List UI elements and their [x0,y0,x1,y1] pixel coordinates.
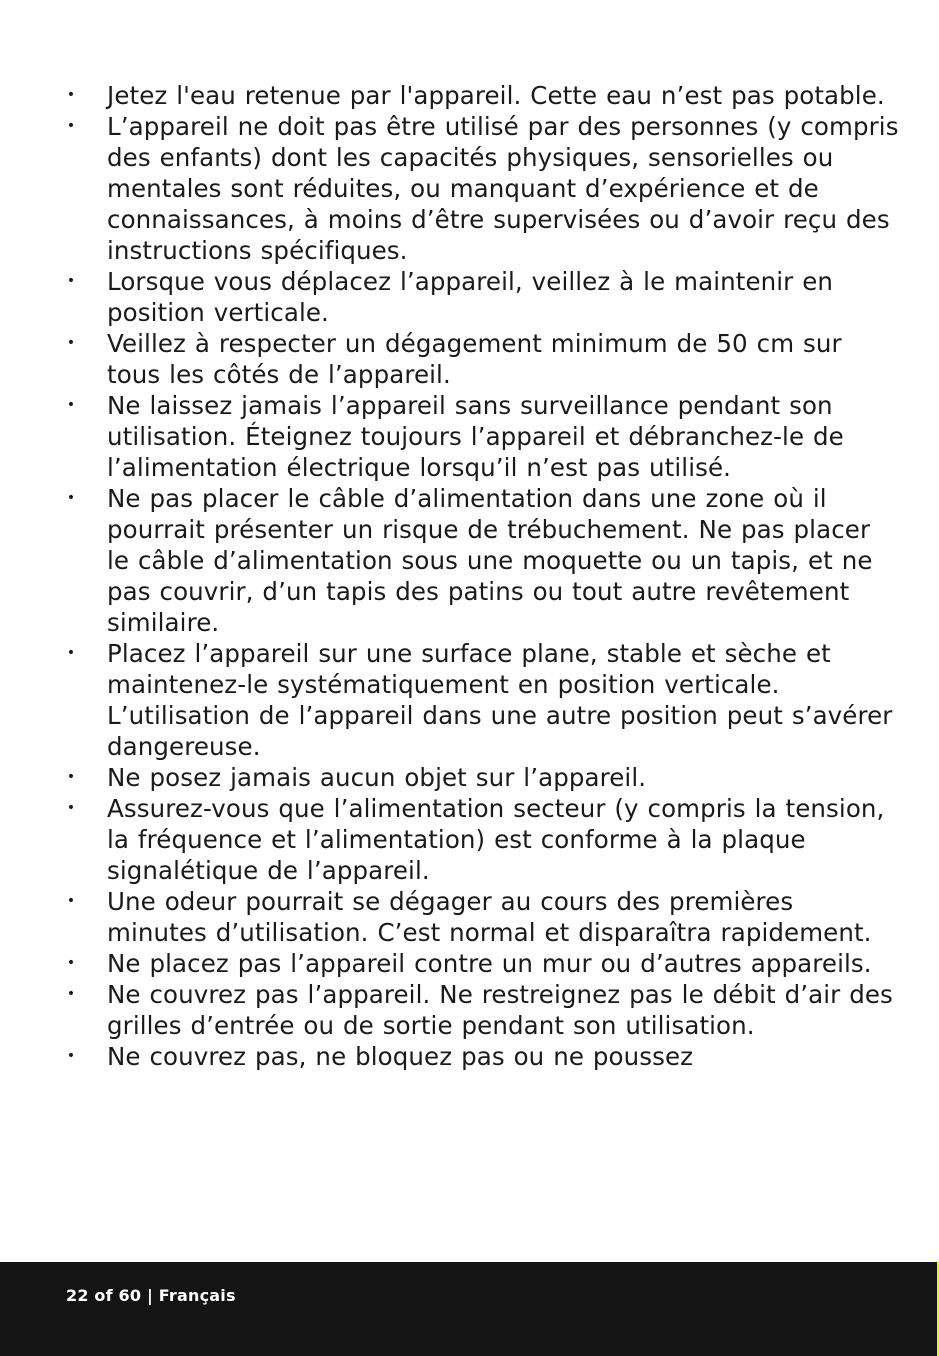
bullet-icon: • [66,986,76,1002]
list-item [0,979,939,1041]
list-item [0,638,939,762]
list-item [0,328,939,390]
list-item-text: Ne laissez jamais l’appareil sans surveillance pendant son utilisation. Éteignez toujours l’appareil et débranchez-le de l’alimentation électrique lorsqu’il n’est pas utilisé. [107,391,844,482]
page-number-label: 22 of 60 | Français [66,1286,236,1305]
list-item-text: Ne pas placer le câble d’alimentation dans une zone où il pourrait présenter un risque de trébuchement. Ne pas placer le câble d’alimentation sous une moquette ou un tapis, et ne pas couvrir, d’un tapis des patins ou tout autre revêtement similaire. [107,484,873,637]
page-footer [0,1262,939,1356]
bullet-icon: • [66,955,76,971]
list-item-text: Une odeur pourrait se dégager au cours des premières minutes d’utilisation. C’est normal et disparaîtra rapidement. [107,887,872,947]
bullet-icon: • [66,645,76,661]
bullet-icon: • [66,800,76,816]
list-item [0,111,939,266]
bullet-icon: • [66,273,76,289]
list-item-text: Veillez à respecter un dégagement minimum de 50 cm sur tous les côtés de l’appareil. [107,329,842,389]
bullet-icon: • [66,335,76,351]
list-item [0,762,939,793]
list-item [0,266,939,328]
list-item [0,886,939,948]
bullet-icon: • [66,490,76,506]
list-item-text: Ne placez pas l’appareil contre un mur ou d’autres appareils. [107,949,872,978]
list-item-text: Ne couvrez pas l’appareil. Ne restreignez pas le débit d’air des grilles d’entrée ou de sortie pendant son utilisation. [107,980,893,1040]
bullet-icon: • [66,769,76,785]
list-item-text: Ne posez jamais aucun objet sur l’appareil. [107,763,647,792]
list-item-text: L’appareil ne doit pas être utilisé par des personnes (y compris des enfants) dont les capacités physiques, sensorielles ou mentales sont réduites, ou manquant d’expérience et de connaissances, à moins d’être supervisées ou d’avoir reçu des instructions spécifiques. [107,112,899,265]
list-item-text: Jetez l'eau retenue par l'appareil. Cette eau n’est pas potable. [107,81,885,110]
bullet-icon: • [66,1048,76,1064]
bullet-icon: • [66,118,76,134]
list-item [0,793,939,886]
list-item [0,1041,939,1072]
bullet-icon: • [66,87,76,103]
list-item [0,483,939,638]
safety-instructions-list [0,80,939,1072]
list-item-text: Assurez-vous que l’alimentation secteur (y compris la tension, la fréquence et l’alimentation) est conforme à la plaque signalétique de l’appareil. [107,794,885,885]
list-item [0,390,939,483]
list-item-text: Lorsque vous déplacez l’appareil, veillez à le maintenir en position verticale. [107,267,834,327]
bullet-icon: • [66,893,76,909]
list-item-text: Placez l’appareil sur une surface plane, stable et sèche et maintenez-le systématiquement en position verticale. L’utilisation de l’appareil dans une autre position peut s’avérer dangereuse. [107,639,893,761]
list-item [0,948,939,979]
list-item [0,80,939,111]
document-body [0,80,939,1072]
list-item-text: Ne couvrez pas, ne bloquez pas ou ne poussez [107,1042,694,1071]
bullet-icon: • [66,397,76,413]
